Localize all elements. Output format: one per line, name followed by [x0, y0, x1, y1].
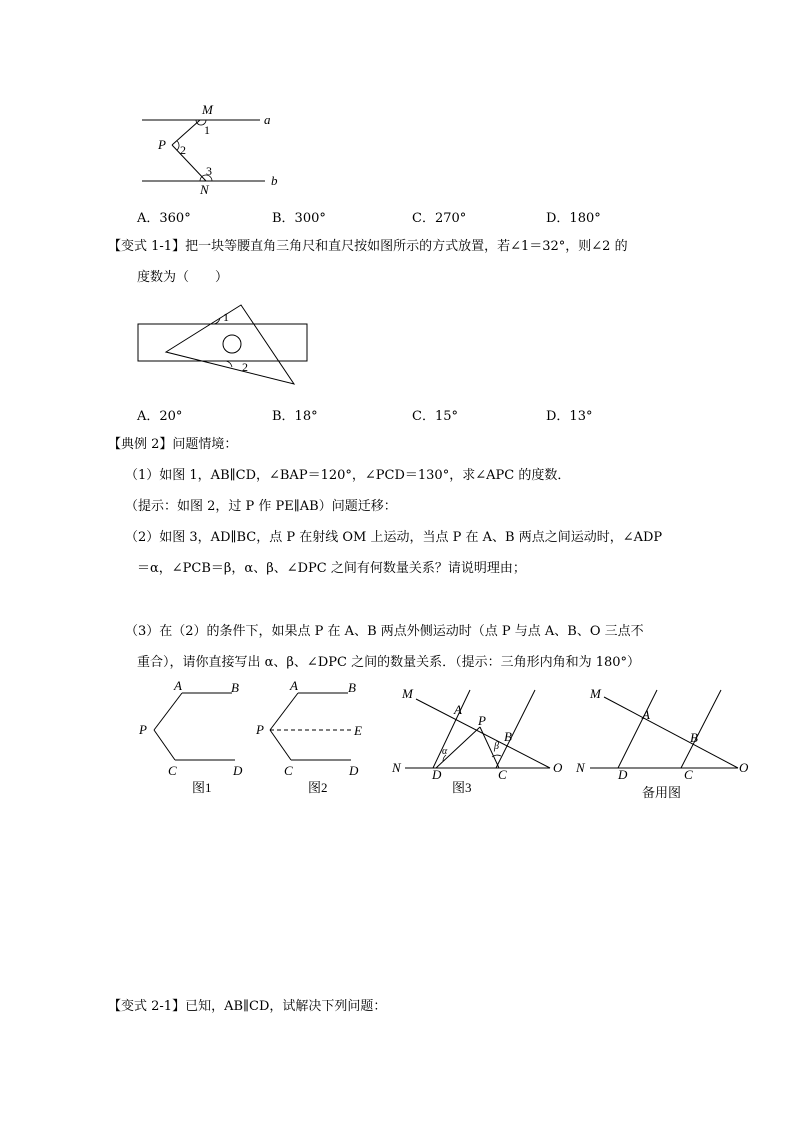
fig2-label-1: 1 — [223, 310, 229, 324]
fig3-line-bc — [496, 690, 535, 768]
example-2-part-2-line1: （2）如图 3，AD∥BC，点 P 在射线 OM 上运动，当点 P 在 A、B 两点之间运动时，∠ADP — [125, 530, 663, 545]
fig1-line-pc — [154, 730, 175, 760]
fig3-label-n: N — [392, 760, 401, 775]
fig4-caption: 备用图 — [642, 785, 682, 800]
fig4-label-m: M — [590, 686, 601, 701]
q1-option-a[interactable]: A．360° — [137, 211, 191, 226]
fig2-line-ap — [270, 693, 298, 730]
fig3-label-a: A — [454, 702, 462, 717]
example-2-part-3-line1: （3）在（2）的条件下，如果点 P 在 A、B 两点外侧运动时（点 P 与点 A、B、O 三点不 — [125, 624, 644, 639]
label-3: 3 — [206, 164, 212, 178]
figures-row — [130, 675, 750, 805]
fig2-label-b: B — [348, 680, 356, 695]
fig1-label-a: A — [174, 678, 182, 693]
q1-option-c[interactable]: C．270° — [412, 211, 467, 226]
fig3-label-o: O — [553, 760, 563, 775]
fig4-line-mo — [604, 697, 738, 768]
variant-2-1-tag: 【变式 2-1】 — [108, 999, 186, 1014]
figure-spare — [575, 686, 749, 800]
example-2-part-2-line2: ＝α，∠PCB＝β，α、β、∠DPC 之间有何数量关系？请说明理由； — [137, 561, 526, 576]
fig4-label-o: O — [739, 760, 749, 775]
fig2-label-e: E — [354, 723, 362, 738]
variant-2-1-text: 已知，AB∥CD，试解决下列问题： — [185, 999, 387, 1014]
fig2-label-a: A — [290, 678, 298, 693]
fig1-label-b: B — [231, 680, 239, 695]
triangle-hole — [223, 335, 241, 353]
figure-1 — [138, 678, 243, 795]
variant-2-1-line — [108, 998, 386, 1016]
label-2: 2 — [180, 143, 186, 157]
fig4-label-a: A — [642, 707, 650, 722]
fig4-label-b: B — [690, 730, 698, 745]
fig1-caption: 图1 — [192, 780, 212, 795]
fig4-label-d: D — [618, 767, 628, 782]
fig3-label-m: M — [402, 686, 413, 701]
segment-mp — [172, 120, 200, 145]
angle-arc-fig2-2 — [226, 361, 232, 367]
example-2-title: 问题情境： — [172, 437, 238, 452]
example-2-heading — [108, 436, 237, 454]
q1-option-b[interactable]: B．300° — [272, 211, 326, 226]
fig3-label-b: B — [504, 729, 512, 744]
fig2-label-d: D — [349, 763, 359, 778]
v11-option-c[interactable]: C．15° — [412, 409, 458, 424]
fig3-label-alpha: α — [442, 746, 448, 757]
fig2-line-pc — [270, 730, 291, 760]
fig3-label-p: P — [478, 713, 486, 728]
fig2-caption: 图2 — [308, 780, 328, 795]
fig3-caption: 图3 — [452, 780, 472, 795]
variant-1-1-tag: 【变式 1-1】 — [108, 239, 186, 254]
label-n: N — [200, 182, 209, 197]
variant-1-1-text: 把一块等腰直角三角尺和直尺按如图所示的方式放置，若∠1＝32°，则∠2 的 — [185, 239, 628, 254]
label-b: b — [271, 173, 278, 188]
fig2-label-2: 2 — [242, 360, 248, 374]
label-a: a — [264, 112, 271, 127]
q1-option-d[interactable]: D．180° — [546, 211, 601, 226]
angle-arc-2 — [177, 141, 179, 150]
figure-parallel-lines-angles — [130, 98, 290, 198]
triangle-ruler — [166, 305, 294, 384]
example-2-tag: 【典例 2】 — [108, 437, 173, 452]
v11-option-a[interactable]: A．20° — [137, 409, 183, 424]
fig3-line-ad — [433, 690, 470, 768]
fig3-label-c: C — [498, 767, 507, 782]
fig1-label-d: D — [233, 763, 243, 778]
variant-1-1-line2: 度数为（ ） — [137, 270, 229, 285]
fig2-label-p: P — [256, 722, 264, 737]
example-2-hint: （提示：如图 2，过 P 作 PE∥AB）问题迁移： — [125, 499, 397, 514]
fig4-label-c: C — [684, 767, 693, 782]
v11-option-b[interactable]: B．18° — [272, 409, 318, 424]
fig4-line-ad — [618, 690, 657, 768]
label-m: M — [202, 102, 213, 117]
ruler — [138, 324, 307, 361]
segment-pn — [172, 145, 206, 181]
fig3-label-d: D — [432, 767, 442, 782]
variant-1-1-line1 — [108, 238, 628, 256]
fig4-label-n: N — [576, 760, 585, 775]
fig2-label-c: C — [284, 763, 293, 778]
label-1: 1 — [204, 123, 210, 137]
fig1-label-c: C — [168, 763, 177, 778]
label-p: P — [158, 137, 166, 152]
figure-3 — [391, 686, 563, 795]
example-2-part-3-line2: 重合），请你直接写出 α、β、∠DPC 之间的数量关系．（提示：三角形内角和为 180°） — [137, 655, 641, 670]
fig3-label-beta: β — [494, 741, 499, 752]
figure-ruler-triangle — [130, 298, 320, 390]
fig1-line-ap — [154, 693, 182, 730]
v11-option-d[interactable]: D．13° — [546, 409, 593, 424]
figure-2 — [255, 678, 362, 795]
example-2-part-1: （1）如图 1，AB∥CD，∠BAP＝120°，∠PCD＝130°，求∠APC 的度数． — [125, 468, 571, 483]
fig1-label-p: P — [139, 722, 147, 737]
